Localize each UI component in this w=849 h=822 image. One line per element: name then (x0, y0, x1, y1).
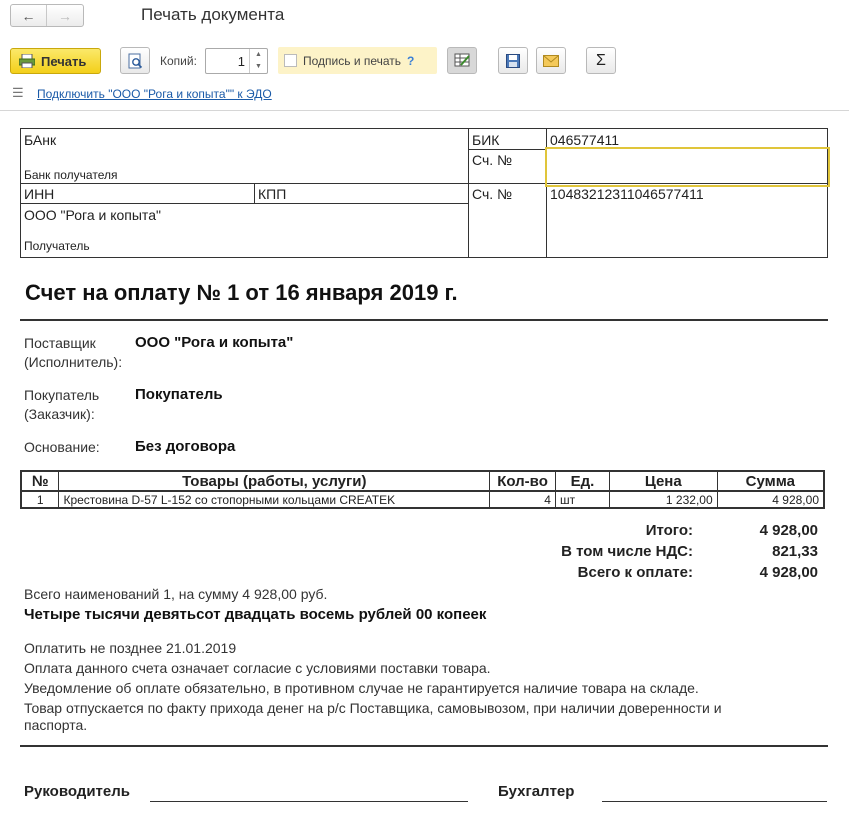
row-price: 1 232,00 (609, 491, 717, 508)
bank-caption: Банк получателя (24, 168, 118, 182)
back-button[interactable] (11, 5, 47, 26)
account-label-2: Сч. № (472, 186, 513, 202)
supplier-label (24, 334, 122, 372)
print-button[interactable] (10, 48, 101, 74)
table-row (21, 491, 824, 508)
total-label: Итого: (645, 522, 693, 539)
column-header: № (21, 471, 59, 491)
copies-stepper[interactable] (205, 48, 268, 74)
selected-cell[interactable] (545, 147, 830, 187)
column-header: Товары (работы, услуги) (59, 471, 490, 491)
save-icon (506, 54, 520, 68)
recipient-name: ООО "Рога и копыта" (24, 207, 161, 223)
divider (20, 745, 828, 747)
window-title: Печать документа (141, 5, 285, 24)
accountant-signature-label: Бухгалтер (498, 783, 575, 800)
spin-buttons[interactable] (249, 49, 267, 73)
column-header: Цена (609, 471, 717, 491)
terms-line-3: Товар отпускается по факту прихода денег на р/с Поставщика, самовывозом, при наличии доверенности и (24, 700, 722, 716)
terms-line-2: Уведомление об оплате обязательно, в противном случае не гарантируется наличие товара на складе. (24, 680, 699, 696)
print-button-label: Печать (41, 53, 87, 69)
due-label: Всего к оплате: (577, 564, 693, 581)
buyer-label (24, 386, 99, 424)
preview-button[interactable] (120, 47, 150, 74)
divider (21, 203, 255, 204)
account-value-2: 10483212311046577411 (550, 186, 704, 202)
edo-icon: ☰ (12, 85, 24, 100)
row-sum: 4 928,00 (717, 491, 824, 508)
column-header: Сумма (717, 471, 824, 491)
row-quantity: 4 (490, 491, 556, 508)
sum-icon: Σ (596, 51, 606, 69)
supplier-label-line2: (Исполнитель): (24, 354, 123, 370)
spin-up-icon[interactable]: ▲ (255, 51, 262, 58)
sign-and-stamp-checkbox[interactable] (284, 54, 297, 67)
bik-value: 046577411 (550, 132, 620, 148)
due-value: 4 928,00 (759, 564, 818, 581)
buyer-label-line1: Покупатель (24, 387, 100, 403)
basis-label: Основание: (24, 439, 100, 455)
bik-label: БИК (472, 132, 500, 148)
inn-label: ИНН (24, 186, 55, 202)
terms-line-1: Оплата данного счета означает согласие с условиями поставки товара. (24, 660, 491, 676)
divider (255, 203, 468, 204)
bank-name: БАнк (24, 132, 57, 148)
amount-in-words: Четыре тысячи девятьсот двадцать восемь рублей 00 копеек (24, 606, 487, 623)
divider (21, 183, 469, 184)
sum-button[interactable] (586, 47, 616, 74)
arrow-right-icon: → (58, 7, 72, 24)
pay-by-date: Оплатить не позднее 21.01.2019 (24, 640, 237, 656)
sign-and-stamp-label: Подпись и печать (303, 53, 402, 68)
preview-icon (128, 53, 143, 69)
nav-group (10, 4, 84, 27)
printer-icon (19, 54, 35, 68)
terms-line-3-cont: паспорта. (24, 717, 88, 733)
row-number: 1 (21, 491, 59, 508)
edit-table-button[interactable] (447, 47, 477, 74)
head-signature-label: Руководитель (24, 783, 130, 800)
buyer-value: Покупатель (135, 386, 223, 403)
vat-label: В том числе НДС: (561, 543, 693, 560)
goods-table (20, 470, 825, 509)
sign-and-stamp-toggle[interactable] (278, 47, 437, 74)
help-icon[interactable]: ? (407, 53, 415, 68)
vat-value: 821,33 (772, 543, 818, 560)
accountant-signature-line (602, 801, 827, 802)
toolbar-divider (0, 110, 849, 111)
account-label-1: Сч. № (472, 152, 513, 168)
arrow-left-icon: ← (21, 7, 36, 24)
column-header: Кол-во (490, 471, 556, 491)
supplier-value: ООО "Рога и копыта" (135, 334, 294, 351)
row-unit: шт (555, 491, 609, 508)
buyer-label-line2: (Заказчик): (24, 406, 95, 422)
recipient-caption: Получатель (24, 239, 90, 253)
edit-table-icon (454, 53, 471, 68)
divider (20, 319, 828, 321)
edo-connect-link[interactable]: Подключить "ООО "Рога и копыта"" к ЭДО (37, 87, 272, 101)
email-icon (543, 55, 559, 67)
copies-label: Копий: (160, 54, 197, 68)
head-signature-line (150, 801, 468, 802)
spin-down-icon[interactable]: ▼ (255, 63, 262, 70)
divider (254, 183, 255, 203)
items-summary: Всего наименований 1, на сумму 4 928,00 руб. (24, 586, 328, 602)
copies-value[interactable]: 1 (237, 54, 245, 69)
total-value: 4 928,00 (759, 522, 818, 539)
forward-button[interactable] (47, 5, 83, 26)
email-button[interactable] (536, 47, 566, 74)
row-product: Крестовина D-57 L-152 со стопорными кольцами CREATEK (59, 491, 490, 508)
divider (468, 149, 547, 150)
bank-details-table (20, 128, 828, 258)
supplier-label-line1: Поставщик (24, 335, 96, 351)
column-header: Ед. (555, 471, 609, 491)
table-header-row (21, 471, 824, 491)
basis-value: Без договора (135, 438, 236, 455)
kpp-label: КПП (258, 186, 287, 202)
save-button[interactable] (498, 47, 528, 74)
invoice-title: Счет на оплату № 1 от 16 января 2019 г. (25, 280, 458, 305)
